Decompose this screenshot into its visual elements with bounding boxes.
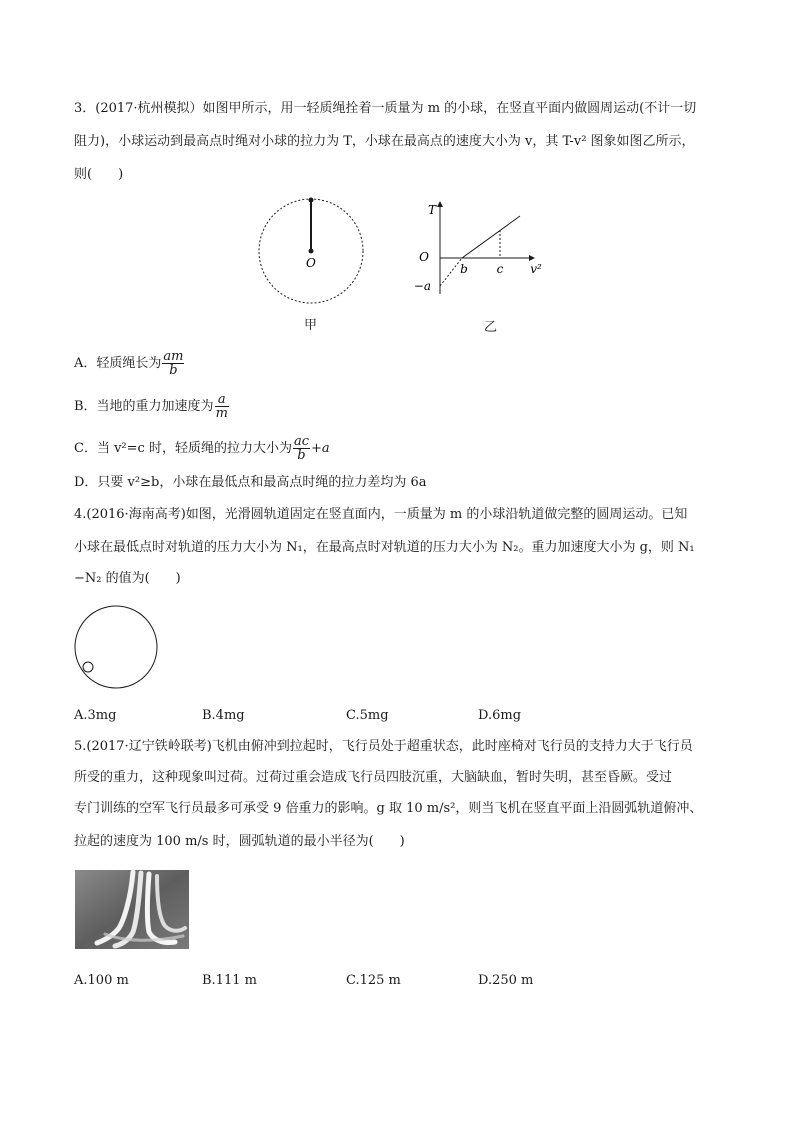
q5-option-d: D.250 m <box>478 973 534 988</box>
q4-option-d: D.6mg <box>478 708 522 723</box>
q3-option-b <box>74 393 230 420</box>
q3-text-line-3: 则( ) <box>74 167 124 182</box>
q4-figure-track <box>72 603 162 693</box>
dashed-extension <box>440 258 462 286</box>
ball-top <box>309 198 314 203</box>
graph-line <box>462 216 520 258</box>
figure-jia-caption: 甲 <box>304 318 318 333</box>
q3-option-c <box>74 435 330 462</box>
q3-text-line-1: 3．(2017·杭州模拟）如图甲所示，用一轻质绳拴着一质量为 m 的小球，在竖直平面内做圆周运动(不计一切 <box>74 101 697 116</box>
figure-yi-caption: 乙 <box>484 320 498 335</box>
q5-option-b: B.111 m <box>202 973 257 988</box>
q3-option-c-text: C．当 v²=c 时，轻质绳的拉力大小为 <box>74 441 292 456</box>
y-axis-label: T <box>427 203 436 217</box>
neg-a-label: −a <box>413 279 431 293</box>
q3-text-line-2: 阻力)，小球运动到最高点时绳对小球的拉力为 T，小球在最高点的速度大小为 v，其 T-v² 图象如图乙所示， <box>74 134 695 149</box>
fraction-numerator: a <box>215 393 229 407</box>
q4-text-line-1: 4.(2016·海南高考)如图，光滑圆轨道固定在竖直面内，一质量为 m 的小球沿轨道做完整的圆周运动。已知 <box>74 507 688 522</box>
q3-option-c-fraction <box>293 435 310 462</box>
fraction-numerator: ac <box>293 434 309 449</box>
q5-option-a: A.100 m <box>74 973 129 988</box>
q5-contrail-photo <box>75 870 189 949</box>
q3-option-a <box>74 350 185 377</box>
circular-track <box>75 606 157 688</box>
b-label: b <box>460 262 468 276</box>
q4-text-line-2: 小球在最低点时对轨道的压力大小为 N₁，在最高点时对轨道的压力大小为 N₂。重力加速度大小为 g，则 N₁ <box>74 540 695 555</box>
fraction-denominator: m <box>215 406 228 421</box>
q4-option-a: A.3mg <box>74 708 117 723</box>
q5-text-line-3: 专门训练的空军飞行员最多可承受 9 倍重力的影响。g 取 10 m/s²，则当飞机在竖直平面上沿圆弧轨道俯冲、 <box>74 801 703 816</box>
fraction-denominator: b <box>169 363 178 378</box>
q3-option-c-tail: +a <box>310 441 330 456</box>
q4-option-c: C.5mg <box>346 708 389 723</box>
q5-text-line-1: 5.(2017·辽宁铁岭联考)飞机由俯冲到拉起时，飞行员处于超重状态，此时座椅对飞行员的支持力大于飞行员 <box>74 739 693 754</box>
q4-text-line-3: −N₂ 的值为( ) <box>74 571 181 586</box>
center-label: O <box>306 256 316 270</box>
q3-option-d: D．只要 v²≥b，小球在最低点和最高点时绳的拉力差均为 6a <box>74 475 427 490</box>
x-axis-label: v² <box>530 262 542 276</box>
q3-figure-jia <box>255 195 367 310</box>
q3-option-b-text: B．当地的重力加速度为 <box>74 399 214 414</box>
q4-option-b: B.4mg <box>202 708 245 723</box>
q5-text-line-4: 拉起的速度为 100 m/s 时，圆弧轨道的最小半径为( ) <box>74 834 405 849</box>
q5-option-c: C.125 m <box>346 973 401 988</box>
c-label: c <box>496 262 504 276</box>
center-point <box>309 249 314 254</box>
q3-option-a-text: A．轻质绳长为 <box>74 356 162 371</box>
q3-figure-yi <box>410 198 550 298</box>
q3-option-a-fraction <box>162 350 184 377</box>
q5-text-line-2: 所受的重力，这种现象叫过荷。过荷过重会造成飞行员四肢沉重，大脑缺血，暂时失明，甚至昏厥。受过 <box>74 770 673 785</box>
fraction-denominator: b <box>297 448 306 463</box>
q3-option-b-fraction <box>215 393 229 420</box>
ball <box>83 662 93 672</box>
origin-label: O <box>419 250 429 264</box>
fraction-numerator: am <box>163 349 184 364</box>
